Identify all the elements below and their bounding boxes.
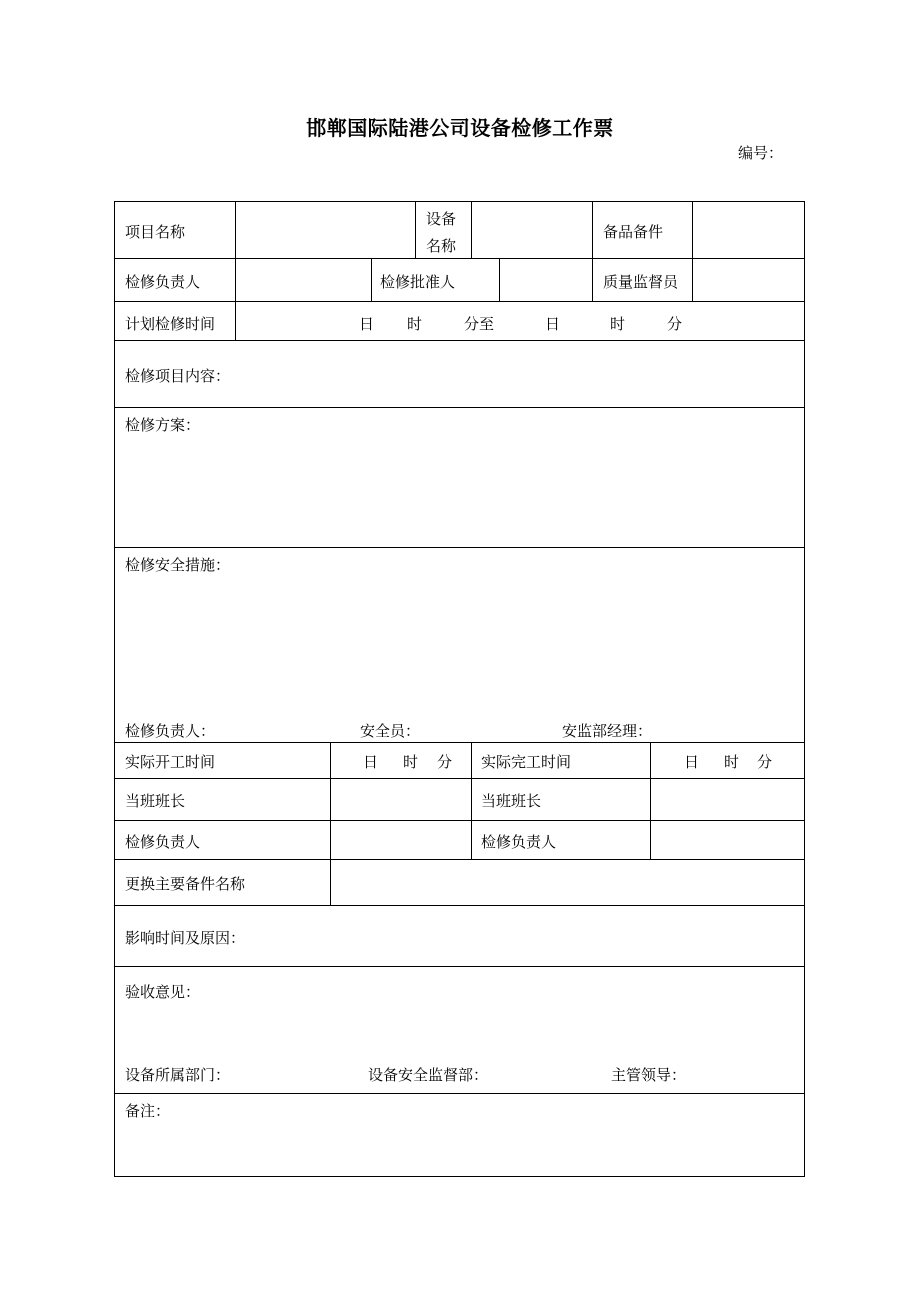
- planned-end-day-unit: 日: [545, 315, 561, 333]
- quality-supervisor-label: 质量监督员: [603, 273, 679, 291]
- item-name-label: 项目名称: [125, 223, 186, 241]
- impact-label: 影响时间及原因：: [125, 929, 246, 947]
- row-divider: [115, 966, 804, 967]
- row-divider: [115, 301, 804, 302]
- row-divider: [115, 258, 804, 259]
- row-divider: [115, 547, 804, 548]
- leader-label: 主管领导：: [611, 1066, 687, 1084]
- shift-leader-label: 当班班长: [125, 792, 186, 810]
- actual-start-minute-unit: 分: [437, 753, 453, 771]
- row-divider: [115, 340, 804, 341]
- responsible-label: 检修负责人: [125, 273, 201, 291]
- row-divider: [115, 859, 804, 860]
- column-divider: [235, 202, 236, 258]
- column-divider: [415, 202, 416, 258]
- actual-start-day-unit: 日: [363, 753, 379, 771]
- sign-responsible-label: 检修负责人：: [125, 722, 216, 740]
- safety-manager-label: 安监部经理：: [562, 722, 653, 740]
- actual-finish-day-unit: 日: [684, 753, 700, 771]
- actual-finish-label: 实际完工时间: [481, 753, 572, 771]
- serial-number-label: 编号：: [738, 144, 784, 162]
- planned-hour-unit: 时: [407, 315, 423, 333]
- repair-content-label: 检修项目内容：: [125, 367, 231, 385]
- column-divider: [650, 742, 651, 859]
- column-divider: [692, 258, 693, 301]
- row-divider: [115, 742, 804, 743]
- actual-start-hour-unit: 时: [403, 753, 419, 771]
- column-divider: [499, 258, 500, 301]
- safety-officer-label: 安全员：: [360, 722, 421, 740]
- equipment-name-label-line1: 设备: [426, 210, 457, 228]
- repair-plan-label: 检修方案：: [125, 416, 201, 434]
- column-divider: [592, 258, 593, 301]
- responsible-person-label-right: 检修负责人: [481, 833, 557, 851]
- row-divider: [115, 820, 804, 821]
- column-divider: [371, 258, 372, 301]
- safety-supervision-dept-label: 设备安全监督部：: [368, 1066, 489, 1084]
- column-divider: [592, 202, 593, 258]
- planned-time-label: 计划检修时间: [125, 315, 216, 333]
- row-divider: [115, 407, 804, 408]
- acceptance-label: 验收意见：: [125, 983, 201, 1001]
- spare-parts-label: 备品备件: [603, 223, 664, 241]
- column-divider: [692, 202, 693, 258]
- row-divider: [115, 905, 804, 906]
- column-divider: [471, 742, 472, 859]
- planned-day-unit: 日: [359, 315, 375, 333]
- equipment-department-label: 设备所属部门：: [125, 1066, 231, 1084]
- planned-end-minute-unit: 分: [667, 315, 683, 333]
- safety-measures-label: 检修安全措施：: [125, 556, 231, 574]
- page-title: 邯郸国际陆港公司设备检修工作票: [306, 116, 614, 140]
- row-divider: [115, 778, 804, 779]
- replaced-parts-label: 更换主要备件名称: [125, 875, 246, 893]
- column-divider: [330, 859, 331, 905]
- actual-finish-minute-unit: 分: [757, 753, 773, 771]
- approver-label: 检修批准人: [380, 273, 456, 291]
- column-divider: [235, 301, 236, 340]
- responsible-person-label: 检修负责人: [125, 833, 201, 851]
- planned-minute-to: 分至: [464, 315, 495, 333]
- column-divider: [330, 742, 331, 859]
- shift-leader-label-right: 当班班长: [481, 792, 542, 810]
- column-divider: [235, 258, 236, 301]
- row-divider: [115, 1093, 804, 1094]
- equipment-name-label-line2: 名称: [426, 237, 457, 255]
- planned-end-hour-unit: 时: [610, 315, 626, 333]
- column-divider: [471, 202, 472, 258]
- actual-finish-hour-unit: 时: [724, 753, 740, 771]
- actual-start-label: 实际开工时间: [125, 753, 216, 771]
- remarks-label: 备注：: [125, 1102, 171, 1120]
- work-ticket-form: [114, 201, 805, 1177]
